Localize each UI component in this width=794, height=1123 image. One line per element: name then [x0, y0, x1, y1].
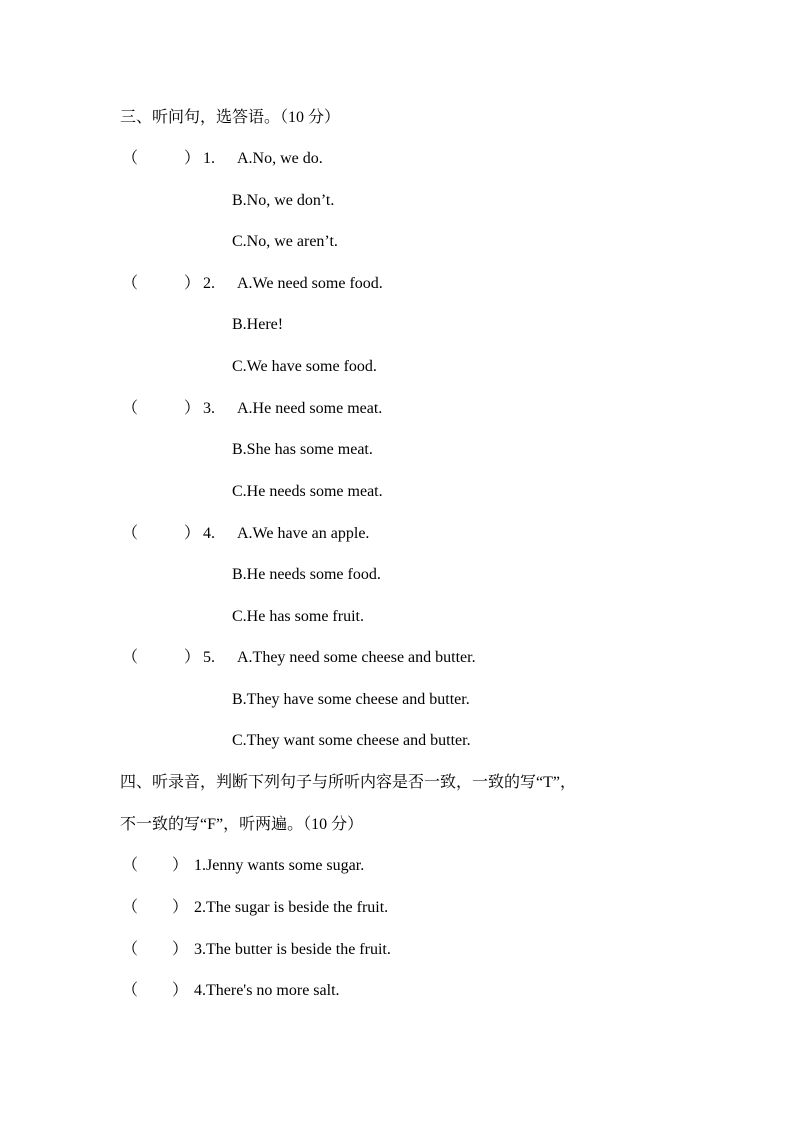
answer-paren-open: （ — [122, 525, 139, 542]
statement-text: 4.There's no more salt. — [194, 982, 340, 999]
answer-paren-close: ） — [184, 525, 201, 542]
answer-paren-open: （ — [122, 400, 139, 417]
answer-paren-open: （ — [122, 899, 139, 916]
option-a: A.We have an apple. — [237, 525, 370, 542]
option-c: C.We have some food. — [232, 358, 377, 375]
answer-paren-close: ） — [184, 150, 201, 167]
answer-paren-open: （ — [122, 941, 139, 958]
option-a: A.He need some meat. — [237, 400, 383, 417]
statement-text: 2.The sugar is beside the fruit. — [194, 899, 389, 916]
option-b: B.No, we don’t. — [232, 192, 335, 209]
answer-paren-close: ） — [172, 941, 189, 958]
answer-paren-close: ） — [172, 982, 189, 999]
option-b: B.Here! — [232, 316, 284, 333]
answer-paren-close: ） — [184, 400, 201, 417]
question-number: 3. — [203, 400, 215, 417]
option-c: C.They want some cheese and butter. — [232, 732, 471, 749]
option-c: C.No, we aren’t. — [232, 233, 338, 250]
question-number: 5. — [203, 649, 215, 666]
statement-text: 1.Jenny wants some sugar. — [194, 857, 365, 874]
answer-paren-open: （ — [122, 649, 139, 666]
question-number: 2. — [203, 275, 215, 292]
option-a: A.They need some cheese and butter. — [237, 649, 476, 666]
answer-paren-close: ） — [172, 899, 189, 916]
statement-text: 3.The butter is beside the fruit. — [194, 941, 391, 958]
option-c: C.He has some fruit. — [232, 608, 364, 625]
section4-heading-line2: 不一致的写“F”，听两遍。（10 分） — [120, 816, 364, 833]
option-b: B.She has some meat. — [232, 441, 373, 458]
option-a: A.No, we do. — [237, 150, 323, 167]
answer-paren-close: ） — [184, 649, 201, 666]
answer-paren-open: （ — [122, 275, 139, 292]
answer-paren-open: （ — [122, 857, 139, 874]
answer-paren-close: ） — [172, 857, 189, 874]
section4-heading-line1: 四、听录音，判断下列句子与所听内容是否一致，一致的写“T”， — [120, 774, 576, 791]
option-a: A.We need some food. — [237, 275, 383, 292]
section3-heading: 三、听问句，选答语。（10 分） — [120, 109, 341, 126]
answer-paren-open: （ — [122, 150, 139, 167]
option-c: C.He needs some meat. — [232, 483, 383, 500]
question-number: 1. — [203, 150, 215, 167]
answer-paren-open: （ — [122, 982, 139, 999]
option-b: B.He needs some food. — [232, 566, 381, 583]
question-number: 4. — [203, 525, 215, 542]
answer-paren-close: ） — [184, 275, 201, 292]
option-b: B.They have some cheese and butter. — [232, 691, 470, 708]
